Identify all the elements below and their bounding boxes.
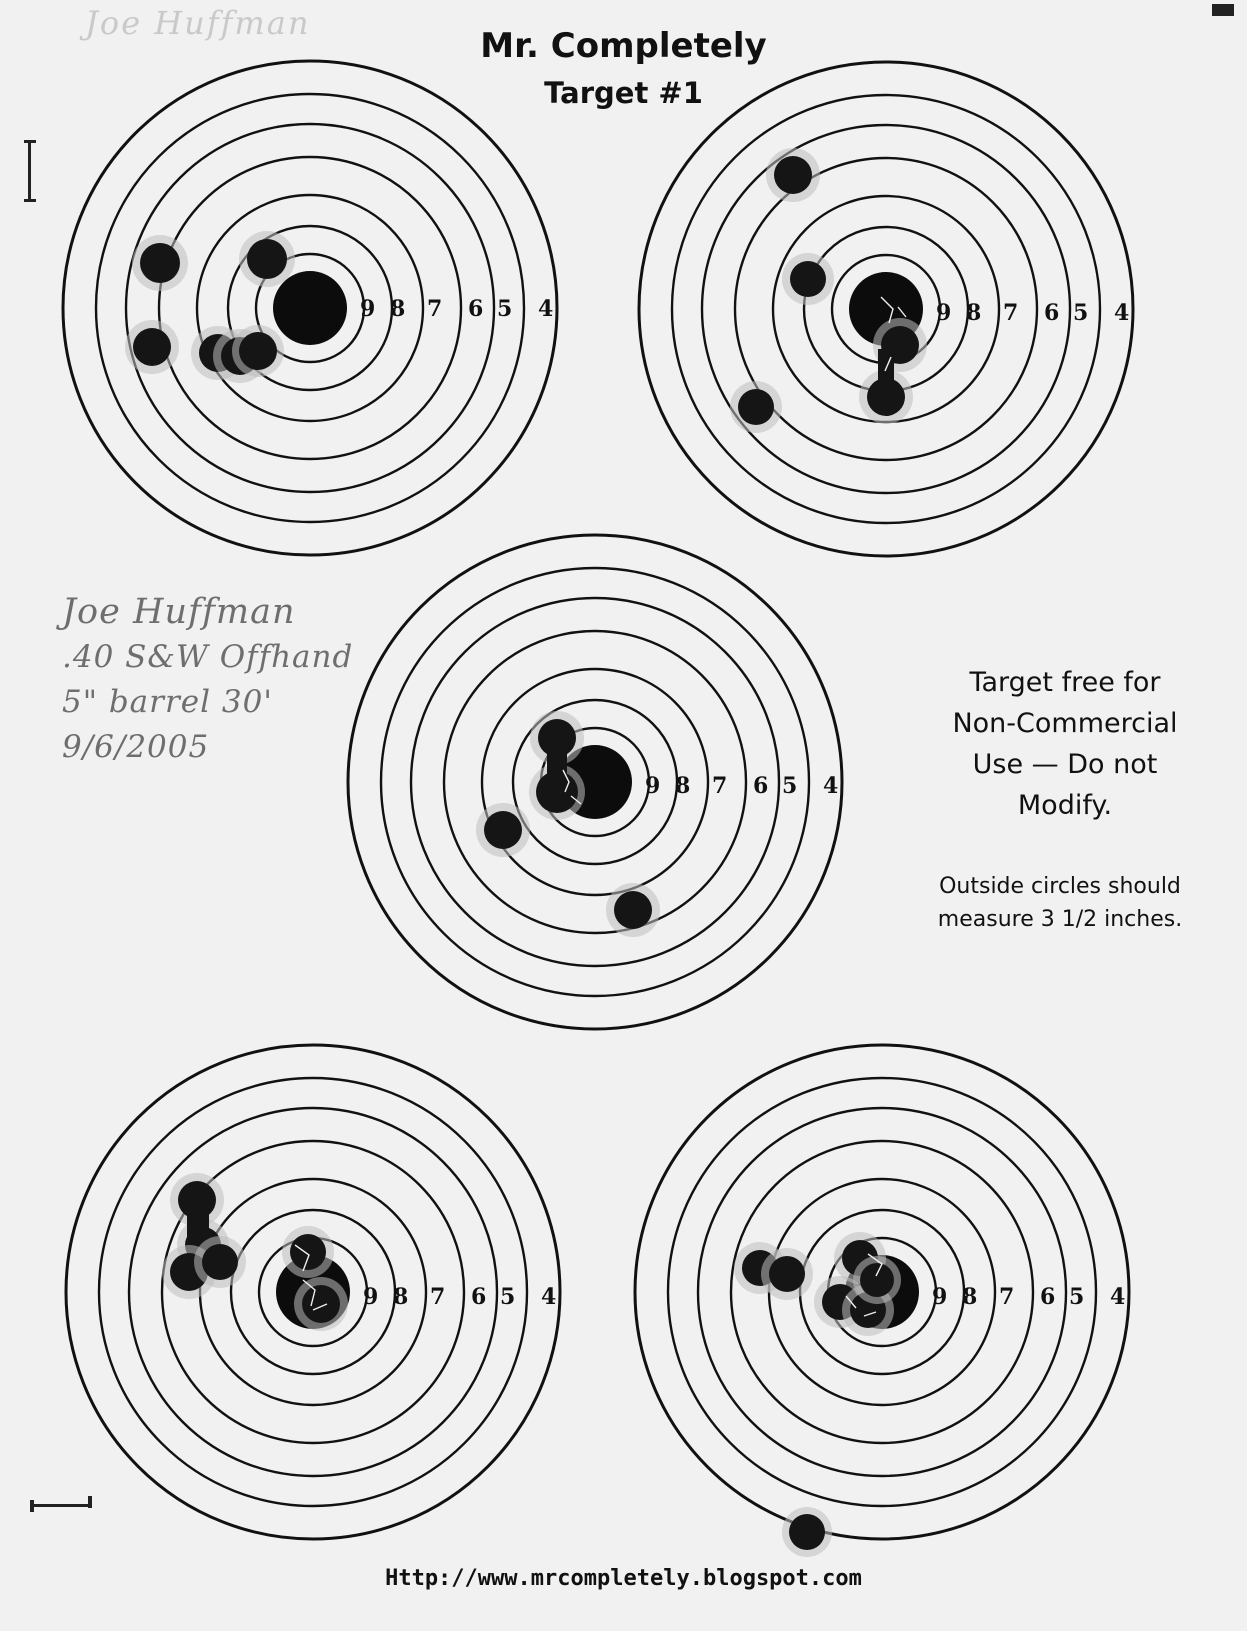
binder-mark (30, 1500, 34, 1512)
bullet-hole (140, 243, 180, 283)
notice-line: Modify. (1017, 790, 1113, 821)
bullet-hole (202, 1244, 238, 1280)
caliber-note: .40 S&W Offhand (62, 639, 354, 675)
bullet-hole (290, 1234, 326, 1270)
footer-url: Http://www.mrcompletely.blogspot.com (385, 1566, 862, 1591)
binder-mark (24, 140, 36, 143)
bullet-hole (133, 328, 171, 366)
page-subtitle: Target #1 (544, 76, 703, 110)
measure-note (910, 870, 1210, 936)
measure-line: Outside circles should (939, 874, 1181, 899)
ring-label-8: 8 (390, 296, 406, 322)
binder-mark (88, 1496, 92, 1508)
ring-label-9: 9 (936, 300, 952, 326)
bullet-hole (247, 239, 287, 279)
notice-line: Non-Commercial (952, 708, 1178, 739)
notice-line: Target free for (969, 667, 1161, 698)
bullet-hole (790, 261, 826, 297)
ring-label-9: 9 (645, 773, 661, 799)
corner-mark (1212, 4, 1234, 16)
target-top-right (636, 57, 1136, 562)
ring-label-6: 6 (1040, 1284, 1056, 1310)
page-title: Mr. Completely (480, 26, 767, 66)
ring-label-6: 6 (471, 1284, 487, 1310)
ring-label-7: 7 (427, 296, 443, 322)
ring-label-7: 7 (712, 773, 728, 799)
ring-label-8: 8 (675, 773, 691, 799)
ring-label-5: 5 (500, 1284, 516, 1310)
bullet-hole (738, 389, 774, 425)
bullet-hole (484, 811, 522, 849)
bullet-hole (789, 1514, 825, 1550)
usage-notice (920, 662, 1210, 826)
ring-label-5: 5 (782, 773, 798, 799)
ring-label-4: 4 (538, 296, 554, 322)
ring-label-8: 8 (393, 1284, 409, 1310)
faint-signature: Joe Huffman (85, 4, 311, 42)
target-bottom-left (63, 1040, 563, 1545)
bullet-hole (774, 156, 812, 194)
ring-label-9: 9 (363, 1284, 379, 1310)
ring-label-5: 5 (1069, 1284, 1085, 1310)
target-center (345, 530, 845, 1035)
binder-mark (30, 1504, 92, 1507)
target-top-left (60, 55, 560, 560)
target-bottom-right (632, 1040, 1132, 1545)
ring-label-8: 8 (966, 300, 982, 326)
notice-line: Use — Do not (972, 749, 1158, 780)
binder-mark (28, 140, 31, 202)
shooter-name: Joe Huffman (62, 592, 296, 632)
ring-label-4: 4 (823, 773, 839, 799)
ring-label-6: 6 (468, 296, 484, 322)
ring-label-6: 6 (753, 773, 769, 799)
ring-label-5: 5 (1073, 300, 1089, 326)
ring-label-4: 4 (1110, 1284, 1126, 1310)
ring-label-8: 8 (962, 1284, 978, 1310)
measure-line: measure 3 1/2 inches. (937, 907, 1183, 932)
ring-label-4: 4 (541, 1284, 557, 1310)
bullet-hole (239, 332, 277, 370)
bullet-holes (162, 1173, 348, 1331)
setup-note: 5" barrel 30' (62, 684, 273, 720)
ring-label-7: 7 (1003, 300, 1019, 326)
ring-label-4: 4 (1114, 300, 1130, 326)
ring-label-6: 6 (1044, 300, 1060, 326)
bullet-hole (860, 1263, 894, 1297)
ring-label-9: 9 (932, 1284, 948, 1310)
bullet-hole (302, 1285, 340, 1323)
bullet-hole (769, 1256, 805, 1292)
ring-label-7: 7 (999, 1284, 1015, 1310)
bullet-holes (734, 1232, 901, 1557)
binder-mark (24, 199, 36, 202)
ring-label-7: 7 (430, 1284, 446, 1310)
date-note: 9/6/2005 (62, 729, 210, 765)
ring-label-9: 9 (360, 296, 376, 322)
bullet-hole (614, 891, 652, 929)
ring-label-5: 5 (497, 296, 513, 322)
handwritten-note (62, 590, 392, 770)
